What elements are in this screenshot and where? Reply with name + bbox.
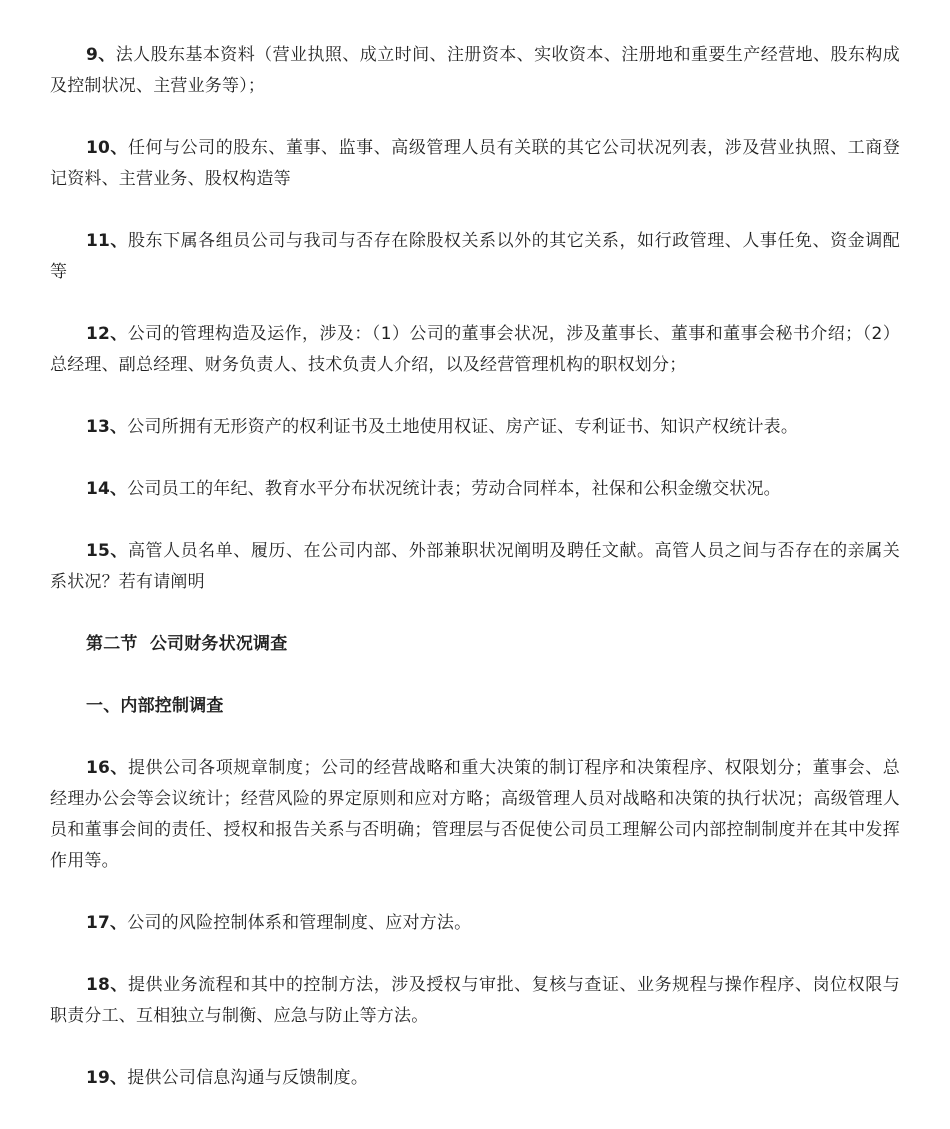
item-text: 公司的风险控制体系和管理制度、应对方法。 [127,913,472,933]
item-number: 9、 [86,45,116,65]
item-19 [50,1063,900,1094]
item-text: 公司所拥有无形资产的权利证书及土地使用权证、房产证、专利证书、知识产权统计表。 [127,417,799,437]
item-number: 15、 [86,541,128,561]
item-number: 18、 [86,975,128,995]
item-15 [50,536,900,598]
item-text: 提供公司信息沟通与反馈制度。 [127,1068,369,1088]
subsection-title: 一、内部控制调查 [86,696,224,716]
item-14 [50,474,900,505]
item-9 [50,40,900,102]
item-text: 法人股东基本资料（营业执照、成立时间、注册资本、实收资本、注册地和重要生产经营地、股东构成及控制状况、主营业务等）； [50,45,900,96]
item-number: 16、 [86,758,128,778]
item-text: 高管人员名单、履历、在公司内部、外部兼职状况阐明及聘任文献。高管人员之间与否存在的亲属关系状况？若有请阐明 [50,541,900,592]
item-text: 提供公司各项规章制度；公司的经营战略和重大决策的制订程序和决策程序、权限划分；董事会、总经理办公会等会议统计；经营风险的界定原则和应对方略；高级管理人员对战略和决策的执行状况；高级管理人员和董事会间的责任、授权和报告关系与否明确；管理层与否促使公司员工理解公司内部控制制度并在其中发挥作用等。 [50,758,900,871]
item-number: 14、 [86,479,128,499]
item-text: 公司员工的年纪、教育水平分布状况统计表；劳动合同样本，社保和公积金缴交状况。 [127,479,781,499]
section-title: 第二节 公司财务状况调查 [86,634,288,654]
item-text: 提供业务流程和其中的控制方法，涉及授权与审批、复核与查证、业务规程与操作程序、岗位权限与职责分工、互相独立与制衡、应急与防止等方法。 [50,975,900,1026]
item-16 [50,753,900,877]
item-number: 11、 [86,231,128,251]
item-text: 股东下属各组员公司与我司与否存在除股权关系以外的其它关系，如行政管理、人事任免、资金调配等 [50,231,900,282]
item-11 [50,226,900,288]
item-number: 17、 [86,913,128,933]
item-number: 13、 [86,417,128,437]
item-18 [50,970,900,1032]
item-17 [50,908,900,939]
item-number: 19、 [86,1068,128,1088]
item-text: 公司的管理构造及运作，涉及：（1）公司的董事会状况，涉及董事长、董事和董事会秘书介绍；（2）总经理、副总经理、财务负责人、技术负责人介绍，以及经营管理机构的职权划分； [50,324,900,375]
item-number: 10、 [86,138,128,158]
item-12 [50,319,900,381]
item-text: 任何与公司的股东、董事、监事、高级管理人员有关联的其它公司状况列表，涉及营业执照、工商登记资料、主营业务、股权构造等 [50,138,900,189]
item-10 [50,133,900,195]
item-number: 12、 [86,324,128,344]
item-13 [50,412,900,443]
